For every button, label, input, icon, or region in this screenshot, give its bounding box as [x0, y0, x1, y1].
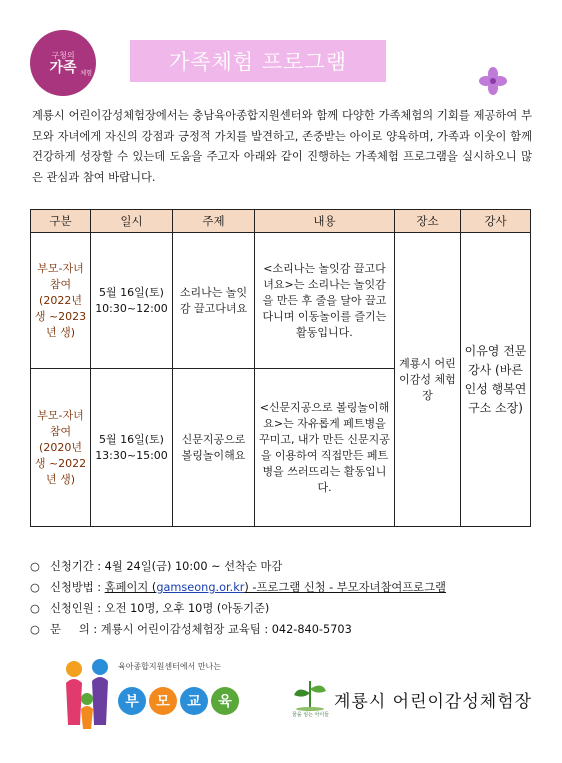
header-place: 장소: [395, 210, 461, 233]
row-category: 부모-자녀 참여 (2022년생 ~2023년 생): [31, 233, 91, 369]
table-row: [31, 233, 531, 369]
info-value: 오전 10명, 오후 10명 (아동기준): [104, 602, 270, 615]
row-time: 10:30~12:00: [95, 301, 168, 315]
row-datetime: [91, 233, 173, 369]
intro-paragraph: 계룡시 어린이감성체험장에서는 충남육아종합지원센터와 함께 다양한 가족체험의 기회를 제공하여 부모와 자녀에게 자신의 강점과 긍정적 가치를 발견하고, 존중받는 아이로 양육하며, 가족과 이웃이 함께 건강하게 성장할 수 있는데 도움을 주고자 아래와 같이 진행하는 가족체험 프로그램을 실시하오니 많은 관심과 참여 바랍니다.: [32, 109, 532, 184]
header-instructor: 강사: [461, 210, 531, 233]
info-separator: :: [93, 602, 105, 615]
homepage-link[interactable]: gamseong.or.kr: [156, 581, 245, 594]
circle-bullet-icon: ○: [30, 623, 40, 636]
place-cell: 계룡시 어린이감성 체험장: [395, 233, 461, 527]
circle-bullet-icon: ○: [30, 602, 40, 615]
info-label: 신청방법: [50, 581, 94, 594]
row-date: 5월 16일(토): [99, 432, 164, 446]
header-category: 구분: [31, 210, 91, 233]
info-separator: :: [93, 581, 105, 594]
header-content: 내용: [255, 210, 395, 233]
page-title: 가족체험 프로그램: [130, 40, 386, 82]
logo-slogan: 꿈을 심는 아이들: [292, 712, 329, 718]
table-header-row: [31, 210, 531, 233]
info-separator: :: [93, 560, 105, 573]
application-info: [30, 556, 540, 640]
badge-tag-text: 체험: [80, 70, 92, 77]
circle-bullet-icon: ○: [30, 581, 40, 594]
info-value: 4월 24일(금) 10:00 ~ 선착순 마감: [104, 560, 283, 573]
badge-main-text: 가족: [49, 59, 77, 76]
info-label: 신청기간: [50, 560, 94, 573]
info-separator: :: [89, 623, 101, 636]
parent-education-logo: [60, 655, 250, 735]
row-content: <소리나는 놀잇감 끌고다녀요>는 소리나는 놀잇감을 만든 후 줄을 달아 끌고 다니며 이동놀이를 즐기는 활동입니다.: [255, 233, 395, 369]
sprout-icon: [290, 675, 330, 711]
logo-tagline: 육아종합지원센터에서 만나는: [118, 662, 222, 671]
logo-char: 육: [211, 687, 239, 715]
info-method: [30, 577, 540, 598]
row-topic: 소리나는 놀잇감 끌고다녀요: [173, 233, 255, 369]
row-date: 5월 16일(토): [99, 285, 164, 299]
info-label: 신청인원: [50, 602, 94, 615]
info-value-post: ) -프로그램 신청 - 부모자녀참여프로그램: [244, 581, 446, 594]
logo-char: 부: [118, 687, 146, 715]
header-topic: 주제: [173, 210, 255, 233]
instructor-cell: 이유영 전문강사 (바른인성 행복연구소 소장): [461, 233, 531, 527]
logo-name: 계룡시 어린이감성체험장: [334, 692, 533, 712]
experience-center-logo: [290, 675, 533, 725]
info-value-pre: 홈페이지 (: [104, 581, 157, 594]
info-value: 계룡시 어린이감성체험장 교육팀 : 042-840-5703: [100, 623, 352, 636]
row-datetime: [91, 369, 173, 527]
circle-bullet-icon: ○: [30, 560, 40, 573]
header-datetime: 일시: [91, 210, 173, 233]
badge-top-text: 구청의: [51, 50, 75, 60]
row-content: <신문지공으로 볼링놀이해요>는 자유롭게 페트병을 꾸미고, 내가 만든 신문지공을 이용하여 직접만든 페트병을 쓰러뜨리는 활동입니다.: [255, 369, 395, 527]
info-contact: [30, 619, 540, 640]
logo-char: 모: [149, 687, 177, 715]
logo-characters: [118, 687, 239, 715]
row-topic: 신문지공으로 볼링놀이해요: [173, 369, 255, 527]
flower-icon: [478, 66, 508, 96]
info-capacity: [30, 598, 540, 619]
family-figures-icon: [60, 655, 116, 735]
program-badge-logo: [30, 30, 96, 96]
row-time: 13:30~15:00: [95, 448, 168, 462]
info-period: [30, 556, 540, 577]
logo-char: 교: [180, 687, 208, 715]
info-label: 문 의: [50, 623, 90, 636]
row-category: 부모-자녀 참여 (2020년생 ~2022년 생): [31, 369, 91, 527]
program-table: [30, 209, 531, 527]
